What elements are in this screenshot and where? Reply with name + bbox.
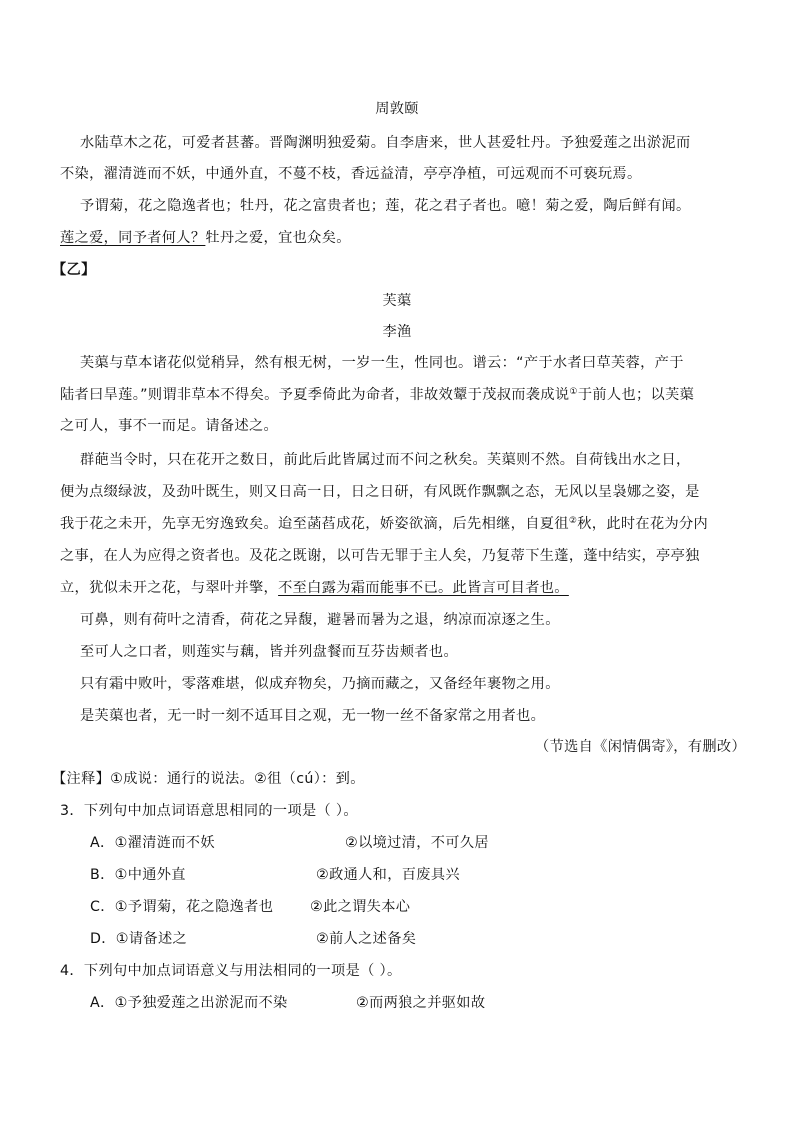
- underlined-question-sentence: 莲之爱，同予者何人？: [60, 230, 206, 246]
- question-3-option-b-1: B．①中通外直: [90, 867, 186, 883]
- jia-paragraph-2-line-2: 莲之爱，同予者何人？牡丹之爱，宜也众矣。: [60, 230, 351, 246]
- question-3-option-d-1: D．①请备述之: [90, 931, 188, 947]
- annotations: 【注释】①成说：通行的说法。②徂（cú）：到。: [52, 771, 365, 787]
- yi-paragraph-4: 至可人之口者，则莲实与藕，皆并列盘餐而互芬齿颊者也。: [80, 644, 458, 660]
- yi-paragraph-2-line-4: 之事，在人为应得之资者也。及花之既谢，以可告无罪于主人矣，乃复蒂下生蓬，蓬中结实，亭亭独: [60, 548, 700, 564]
- source-note: （节选自《闲情偶寄》，有删改）: [535, 739, 746, 755]
- yi-label: 【乙】: [52, 262, 96, 278]
- yi-paragraph-1-line-1: 芙蕖与草本诸花似觉稍异，然有根无树，一岁一生，性同也。谱云：“产于水者曰草芙蓉，产于: [80, 355, 684, 371]
- yi-paragraph-1-line-3: 之可人，事不一而足。请备述之。: [60, 418, 279, 434]
- yi-paragraph-6: 是芙蕖也者，无一时一刻不适耳目之观，无一物一丝不备家常之用者也。: [80, 708, 546, 724]
- underlined-sentence: 不至白露为霜而能事不已。此皆言可目者也。: [278, 580, 569, 596]
- yi-paragraph-2-line-5: 立，犹似未开之花，与翠叶并擎，不至白露为霜而能事不已。此皆言可目者也。: [60, 580, 569, 596]
- yi-author: 李渔: [382, 324, 412, 340]
- question-4-option-a-2: ②而两狼之并驱如故: [356, 995, 486, 1011]
- jia-author: 周敦颐: [375, 101, 419, 117]
- yi-paragraph-2-line-2: 便为点缀绿波，及劲叶既生，则又日高一日，日之日研，有风既作飘飘之态，无风以呈袅娜之姿，是: [60, 484, 700, 500]
- yi-paragraph-2-line-3: 我于花之未开，先享无穷逸致矣。迨至菡萏成花，娇姿欲滴，后先相继，自夏徂②秋，此时在花为分内: [60, 516, 709, 532]
- question-3-stem: 3．下列句中加点词语意思相同的一项是（ ）。: [60, 803, 358, 819]
- note-1-marker: ①: [569, 387, 578, 397]
- question-3-option-a-2: ②以境过清，不可久居: [345, 835, 489, 851]
- question-4-stem: 4．下列句中加点词语意义与用法相同的一项是（ ）。: [60, 963, 402, 979]
- jia-paragraph-1-line-1: 水陆草木之花，可爱者甚蕃。晋陶渊明独爱菊。自李唐来，世人甚爱牡丹。予独爱莲之出淤泥而: [80, 135, 691, 151]
- question-4-option-a-1: A．①予独爱莲之出淤泥而不染: [90, 995, 288, 1011]
- yi-paragraph-2-line-1: 群葩当令时，只在花开之数日，前此后此皆属过而不问之秋矣。芙蕖则不然。自荷钱出水之日，: [80, 452, 691, 468]
- yi-paragraph-5: 只有霜中败叶，零落难堪，似成弃物矣，乃摘而藏之，又备经年裹物之用。: [80, 676, 560, 692]
- jia-paragraph-2-line-1: 予谓菊，花之隐逸者也；牡丹，花之富贵者也；莲，花之君子者也。噫！菊之爱，陶后鲜有闻。: [80, 198, 691, 214]
- question-3-option-b-2: ②政通人和，百废具兴: [316, 867, 460, 883]
- yi-paragraph-1-line-2: 陆者曰旱莲。”则谓非草本不得矣。予夏季倚此为命者，非故效颦于茂叔而袭成说①于前人也；以芙蕖: [60, 387, 695, 403]
- note-2-marker: ②: [568, 516, 578, 526]
- yi-paragraph-3: 可鼻，则有荷叶之清香，荷花之异馥，避暑而暑为之退，纳凉而凉逐之生。: [80, 612, 560, 628]
- question-3-option-c-2: ②此之谓失本心: [310, 899, 411, 915]
- question-3-option-c-1: C．①予谓菊，花之隐逸者也: [90, 899, 274, 915]
- yi-title: 芙蕖: [382, 293, 412, 309]
- jia-paragraph-1-line-2: 不染，濯清涟而不妖，中通外直，不蔓不枝，香远益清，亭亭净植，可远观而不可亵玩焉。: [60, 166, 642, 182]
- question-3-option-d-2: ②前人之述备矣: [316, 931, 417, 947]
- question-3-option-a-1: A．①濯清涟而不妖: [90, 835, 215, 851]
